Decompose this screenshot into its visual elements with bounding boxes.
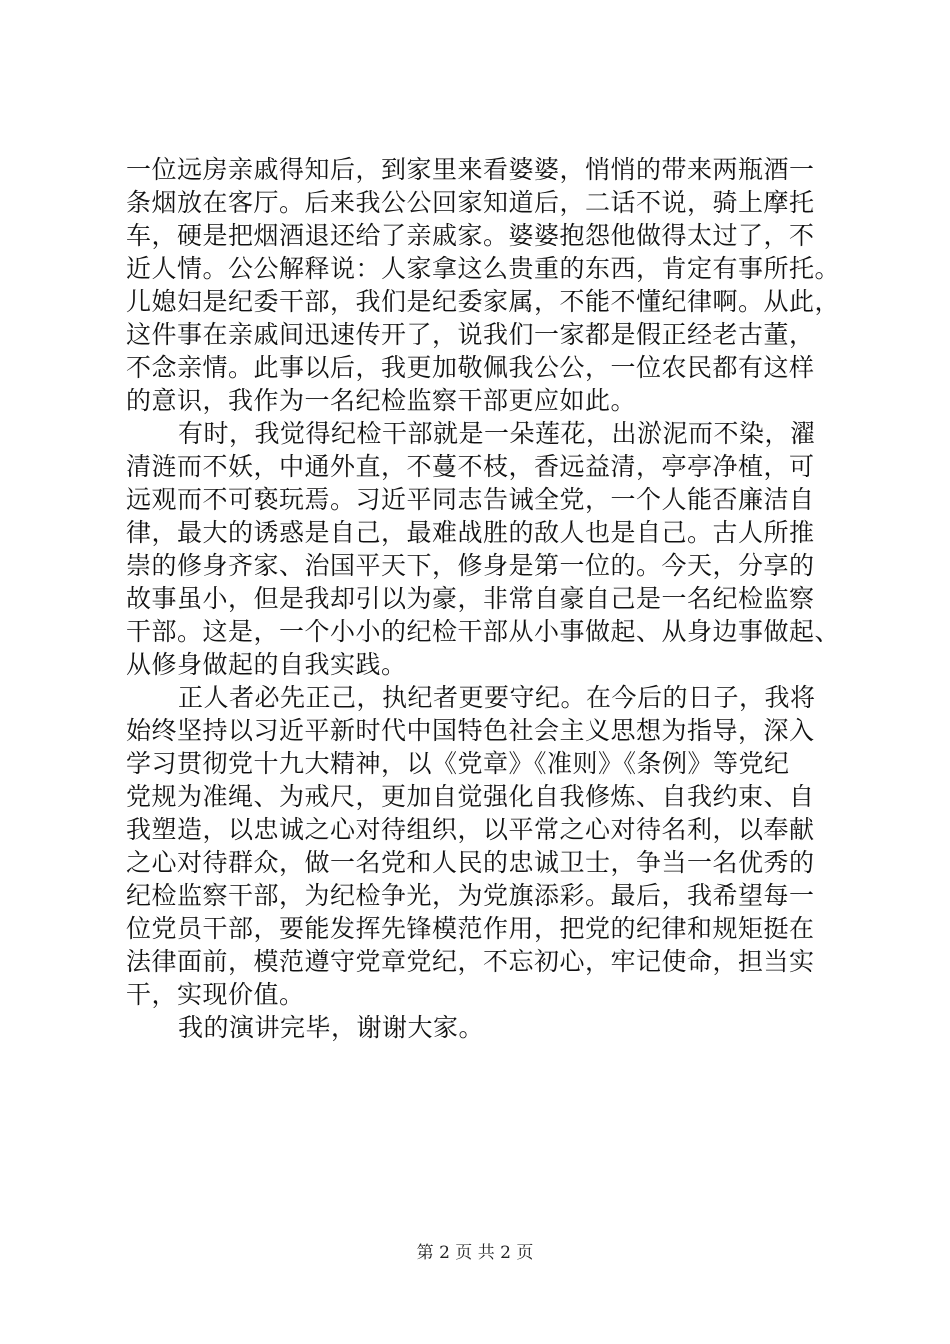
text-line: 干部。这是，一个小小的纪检干部从小事做起、从身边事做起、 <box>126 617 841 646</box>
text-line: 之心对待群众，做一名党和人民的忠诚卫士，争当一名优秀的 <box>126 848 815 877</box>
text-line: 始终坚持以习近平新时代中国特色社会主义思想为指导，深入 <box>126 716 815 745</box>
text-line: 律，最大的诱惑是自己，最难战胜的敌人也是自己。古人所推 <box>126 518 815 547</box>
text-line: 车，硬是把烟酒退还给了亲戚家。婆婆抱怨他做得太过了，不 <box>126 221 815 250</box>
paragraph-first-line: 正人者必先正己，执纪者更要守纪。在今后的日子，我将 <box>178 683 816 712</box>
text-line: 的意识，我作为一名纪检监察干部更应如此。 <box>126 386 637 415</box>
text-line: 一位远房亲戚得知后，到家里来看婆婆，悄悄的带来两瓶酒一 <box>126 155 815 184</box>
text-line: 党规为准绳、为戒尺，更加自觉强化自我修炼、自我约束、自 <box>126 782 815 811</box>
text-line: 远观而不可亵玩焉。习近平同志告诫全党，一个人能否廉洁自 <box>126 485 815 514</box>
text-line: 这件事在亲戚间迅速传开了，说我们一家都是假正经老古董， <box>126 320 815 349</box>
text-line: 我塑造，以忠诚之心对待组织，以平常之心对待名利，以奉献 <box>126 815 815 844</box>
paragraph-first-line: 有时，我觉得纪检干部就是一朵莲花，出淤泥而不染，濯 <box>178 419 816 448</box>
page-footer <box>0 1242 950 1264</box>
text-line: 位党员干部，要能发挥先锋模范作用，把党的纪律和规矩挺在 <box>126 914 815 943</box>
text-line: 法律面前，模范遵守党章党纪，不忘初心，牢记使命，担当实 <box>126 947 815 976</box>
paragraph-first-line: 我的演讲完毕，谢谢大家。 <box>178 1013 485 1042</box>
text-line: 从修身做起的自我实践。 <box>126 650 407 679</box>
text-line: 条烟放在客厅。后来我公公回家知道后，二话不说，骑上摩托 <box>126 188 815 217</box>
text-line: 儿媳妇是纪委干部，我们是纪委家属，不能不懂纪律啊。从此， <box>126 287 841 316</box>
text-line: 纪检监察干部，为纪检争光，为党旗添彩。最后，我希望每一 <box>126 881 815 910</box>
text-line: 近人情。公公解释说：人家拿这么贵重的东西，肯定有事所托。 <box>126 254 841 283</box>
text-line: 故事虽小，但是我却引以为豪，非常自豪自己是一名纪检监察 <box>126 584 815 613</box>
text-line: 崇的修身齐家、治国平天下，修身是第一位的。今天，分享的 <box>126 551 815 580</box>
text-line: 清涟而不妖，中通外直，不蔓不枝，香远益清，亭亭净植，可 <box>126 452 815 481</box>
body-text <box>126 153 841 1044</box>
text-line: 不念亲情。此事以后，我更加敬佩我公公，一位农民都有这样 <box>126 353 815 382</box>
page-number-label: 第 2 页 共 2 页 <box>416 1243 534 1263</box>
text-line: 学习贯彻党十九大精神，以《党章》《准则》《条例》等党纪 <box>126 749 790 778</box>
text-line: 干，实现价值。 <box>126 980 305 1009</box>
